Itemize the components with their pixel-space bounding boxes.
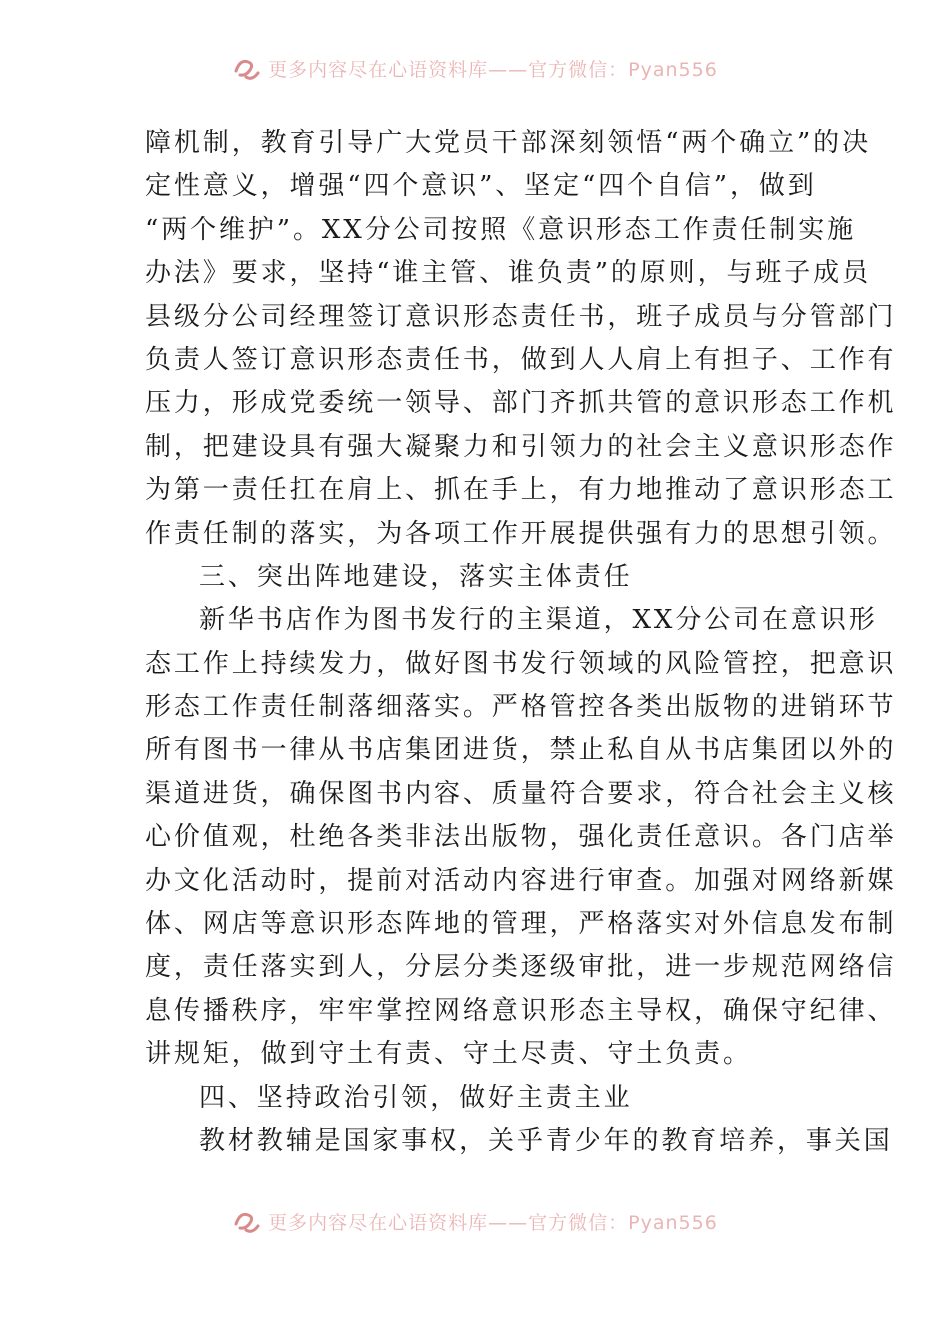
text-line: 制，把建设具有强大凝聚力和引领力的社会主义意识形态作 xyxy=(145,431,897,462)
text-line: 办文化活动时，提前对活动内容进行审查。加强对网络新媒 xyxy=(145,865,897,896)
section-heading: 四、坚持政治引领，做好主责主业 xyxy=(199,1082,633,1113)
text-line: 所有图书一律从书店集团进货，禁止私自从书店集团以外的 xyxy=(145,735,897,766)
text-line: 讲规矩，做到守土有责、守土尽责、守土负责。 xyxy=(145,1039,752,1070)
text-line: “两个维护”。XX分公司按照《意识形态工作责任制实施 xyxy=(145,214,857,245)
paragraph-start-line: 新华书店作为图书发行的主渠道，XX分公司在意识形 xyxy=(199,605,878,636)
text-line: 心价值观，杜绝各类非法出版物，强化责任意识。各门店举 xyxy=(145,822,897,853)
text-line: 障机制，教育引导广大党员干部深刻领悟“两个确立”的决 xyxy=(145,128,871,158)
section-heading: 三、突出阵地建设，落实主体责任 xyxy=(199,561,633,592)
text-line: 形态工作责任制落细落实。严格管控各类出版物的进销环节 xyxy=(145,692,897,723)
logo-icon xyxy=(232,1206,262,1236)
text-line: 息传播秩序，牢牢掌控网络意识形态主导权，确保守纪律、 xyxy=(145,995,897,1026)
logo-icon xyxy=(232,53,262,83)
paragraph-start-line: 教材教辅是国家事权，关乎青少年的教育培养，事关国 xyxy=(199,1125,893,1156)
document-body xyxy=(145,122,897,1163)
text-line: 作责任制的落实，为各项工作开展提供强有力的思想引领。 xyxy=(145,518,897,549)
watermark-text: 更多内容尽在心语资料库——官方微信：Pyan556 xyxy=(268,58,718,81)
watermark-text: 更多内容尽在心语资料库——官方微信：Pyan556 xyxy=(268,1211,718,1234)
text-line: 负责人签订意识形态责任书，做到人人肩上有担子、工作有 xyxy=(145,344,897,375)
text-line: 为第一责任扛在肩上、抓在手上，有力地推动了意识形态工 xyxy=(145,475,897,506)
text-line: 度，责任落实到人，分层分类逐级审批，进一步规范网络信 xyxy=(145,952,897,983)
text-line: 渠道进货，确保图书内容、质量符合要求，符合社会主义核 xyxy=(145,778,897,809)
text-line: 压力，形成党委统一领导、部门齐抓共管的意识形态工作机 xyxy=(145,388,897,419)
text-line: 办法》要求，坚持“谁主管、谁负责”的原则，与班子成员 xyxy=(145,258,871,289)
text-line: 定性意义，增强“四个意识”、坚定“四个自信”，做到 xyxy=(145,171,817,202)
text-line: 体、网店等意识形态阵地的管理，严格落实对外信息发布制 xyxy=(145,909,897,940)
footer-watermark xyxy=(0,1203,950,1239)
header-watermark xyxy=(0,50,950,86)
text-line: 态工作上持续发力，做好图书发行领域的风险管控，把意识 xyxy=(145,648,897,679)
text-line: 县级分公司经理签订意识形态责任书，班子成员与分管部门 xyxy=(145,301,897,332)
